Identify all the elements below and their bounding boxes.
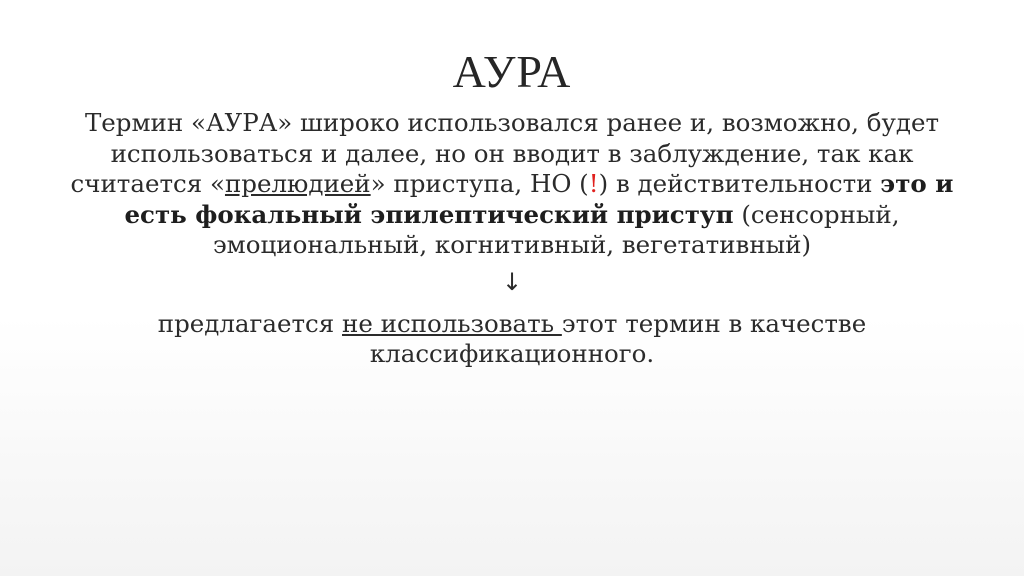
paragraph-aura-definition <box>56 108 968 261</box>
paragraph2-text-1: предлагается <box>157 308 342 338</box>
paragraph-recommendation <box>56 309 968 370</box>
down-arrow-icon: ↓ <box>501 267 523 296</box>
exclamation-mark: ! <box>588 169 599 198</box>
paragraph2-text-2: этот термин в качестве классификационного. <box>369 308 867 368</box>
underlined-do-not-use: не использовать <box>342 308 562 338</box>
underlined-prelude: прелюдией <box>224 169 371 198</box>
slide-body <box>56 108 968 370</box>
paragraph1-text-1: Термин «АУРА» широко использовался ранее и, возможно, будет использоваться и далее, но он вводит в заблуждение, так как считается « <box>70 108 940 198</box>
paragraph1-text-3: ) в действительности <box>598 169 881 198</box>
paragraph1-text-2: » приступа, НО ( <box>370 169 589 198</box>
bold-focal-seizure: это и есть фокальный эпилептический приступ <box>124 169 954 229</box>
slide-title: АУРА <box>452 46 572 97</box>
paragraph1-text-4: (сенсорный, эмоциональный, когнитивный, вегетативный) <box>212 199 900 259</box>
